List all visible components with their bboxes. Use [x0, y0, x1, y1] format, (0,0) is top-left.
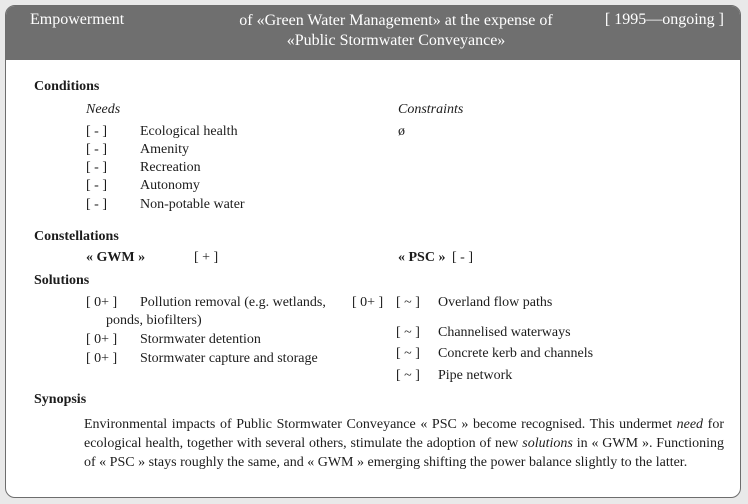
need-mark: [ - ] [86, 178, 107, 193]
header-title-line2: «Public Stormwater Conveyance» [286, 32, 506, 49]
need-mark: [ - ] [86, 142, 107, 157]
solution-mark: [ 0+ ] [86, 295, 118, 310]
solution-label: Overland flow paths [438, 295, 553, 310]
solution-mark: [ ~ ] [396, 325, 420, 340]
solutions-heading: Solutions [34, 273, 90, 288]
solution-mark: [ ~ ] [396, 295, 420, 310]
solution-label: Stormwater detention [140, 332, 261, 347]
need-label: Amenity [140, 142, 189, 157]
need-label: Recreation [140, 160, 201, 175]
solution-label: Stormwater capture and storage [140, 351, 318, 366]
needs-heading: Needs [86, 102, 121, 117]
solution-label: Concrete kerb and channels [438, 346, 594, 361]
need-label: Non-potable water [140, 197, 245, 212]
constraints-value: ø [398, 124, 405, 139]
solution-mark: [ 0+ ] [86, 351, 118, 366]
narrative-card [5, 5, 741, 498]
header-title-line1: of «Green Water Management» at the expense of [239, 12, 553, 29]
solution-label: ponds, biofilters) [106, 313, 202, 328]
need-mark: [ - ] [86, 124, 107, 139]
psc-mark: [ - ] [452, 250, 473, 265]
solution-mark: [ ~ ] [396, 346, 420, 361]
synopsis-part: in « GWM ». Functioning of « PSC » stays roughly the same, and « GWM » emerging shifting the power balance slightly to the latter. [84, 436, 724, 470]
need-label: Ecological health [140, 124, 238, 139]
synopsis-need-word: need [676, 417, 704, 432]
constraints-heading: Constraints [398, 102, 464, 117]
synopsis-heading: Synopsis [34, 392, 87, 407]
synopsis-text [84, 415, 724, 472]
solution-label: Pollution removal (e.g. wetlands, [140, 295, 326, 310]
solution-label: Channelised waterways [438, 325, 571, 340]
header-label: Empowerment [30, 11, 125, 28]
header-title [206, 11, 586, 51]
header-period: [ 1995—ongoing ] [604, 11, 724, 28]
card-header [6, 6, 740, 60]
gwm-label: « GWM » [86, 250, 146, 265]
gwm-mark: [ + ] [194, 250, 219, 265]
synopsis-solutions-word: solutions [522, 436, 573, 451]
synopsis-part: for ecological health, together with several others, stimulate the adoption of new [84, 417, 724, 451]
constellations-heading: Constellations [34, 229, 119, 244]
solution-mark: [ ~ ] [396, 368, 420, 383]
need-label: Autonomy [140, 178, 200, 193]
need-mark: [ - ] [86, 197, 107, 212]
need-mark: [ - ] [86, 160, 107, 175]
synopsis-part: Environmental impacts of Public Stormwater Conveyance « PSC » become recognised. This undermet [84, 417, 677, 432]
solution-mark: [ 0+ ] [352, 295, 384, 310]
solution-label: Pipe network [438, 368, 513, 383]
solution-mark: [ 0+ ] [86, 332, 118, 347]
psc-label: « PSC » [398, 250, 446, 265]
conditions-heading: Conditions [34, 79, 100, 94]
